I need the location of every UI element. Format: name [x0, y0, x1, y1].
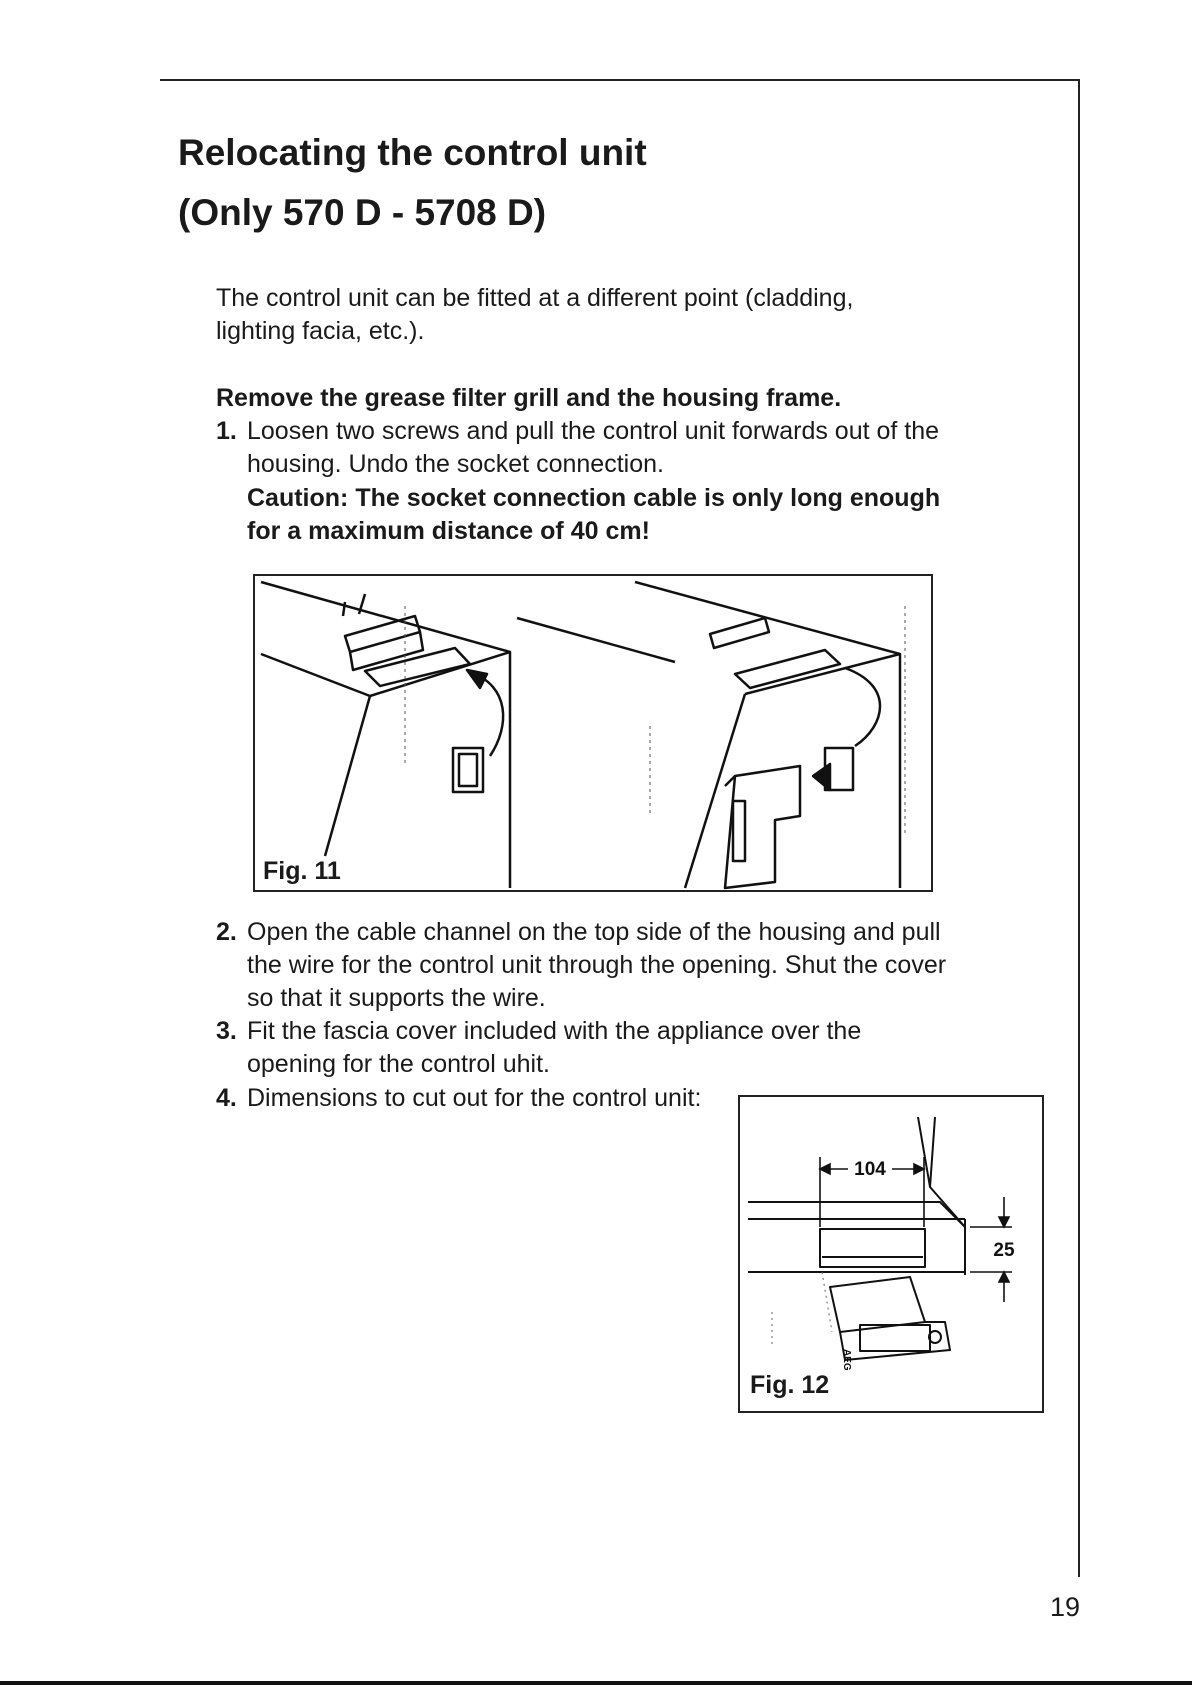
step-3-line-1: Fit the fascia cover included with the appliance over the — [247, 1017, 862, 1045]
step-number: 3. — [216, 1017, 237, 1045]
figure-11 — [253, 574, 933, 892]
figure-11-illustration — [255, 576, 931, 890]
intro-line-2: lighting facia, etc.). — [216, 317, 425, 345]
step-1-line-1: Loosen two screws and pull the control unit forwards out of the — [247, 417, 940, 445]
height-dimension-label: 25 — [993, 1240, 1015, 1261]
step-2-line-3: so that it supports the wire. — [247, 984, 546, 1012]
step-4-line-1: Dimensions to cut out for the control unit: — [247, 1084, 702, 1112]
step-number: 1. — [216, 417, 237, 445]
width-dimension-label: 104 — [854, 1159, 886, 1180]
top-rule — [160, 79, 1080, 81]
intro-line-1: The control unit can be fitted at a different point (cladding, — [216, 284, 854, 312]
step-number: 4. — [216, 1084, 237, 1112]
figure-11-label: Fig. 11 — [263, 857, 341, 885]
figure-12-label: Fig. 12 — [750, 1371, 830, 1399]
bottom-edge — [0, 1681, 1192, 1685]
step-1-line-2: housing. Undo the socket connection. — [247, 450, 664, 478]
page-number: 19 — [1050, 1592, 1081, 1622]
caution-line-2: for a maximum distance of 40 cm! — [247, 517, 650, 545]
right-rule — [1078, 79, 1080, 1577]
caution-line-1: Caution: The socket connection cable is only long enough — [247, 484, 941, 512]
step-2-line-2: the wire for the control unit through the opening. Shut the cover — [247, 951, 947, 979]
figure-12-illustration — [740, 1097, 1042, 1411]
brand-mark: AEG — [841, 1349, 852, 1371]
step-number: 2. — [216, 918, 237, 946]
page-title: Relocating the control unit — [178, 132, 647, 173]
page-subtitle: (Only 570 D - 5708 D) — [178, 192, 547, 233]
step-2-line-1: Open the cable channel on the top side of the housing and pull — [247, 918, 941, 946]
figure-12 — [738, 1095, 1044, 1413]
step-3-line-2: opening for the control uhit. — [247, 1050, 550, 1078]
instruction-heading: Remove the grease filter grill and the housing frame. — [216, 384, 842, 412]
